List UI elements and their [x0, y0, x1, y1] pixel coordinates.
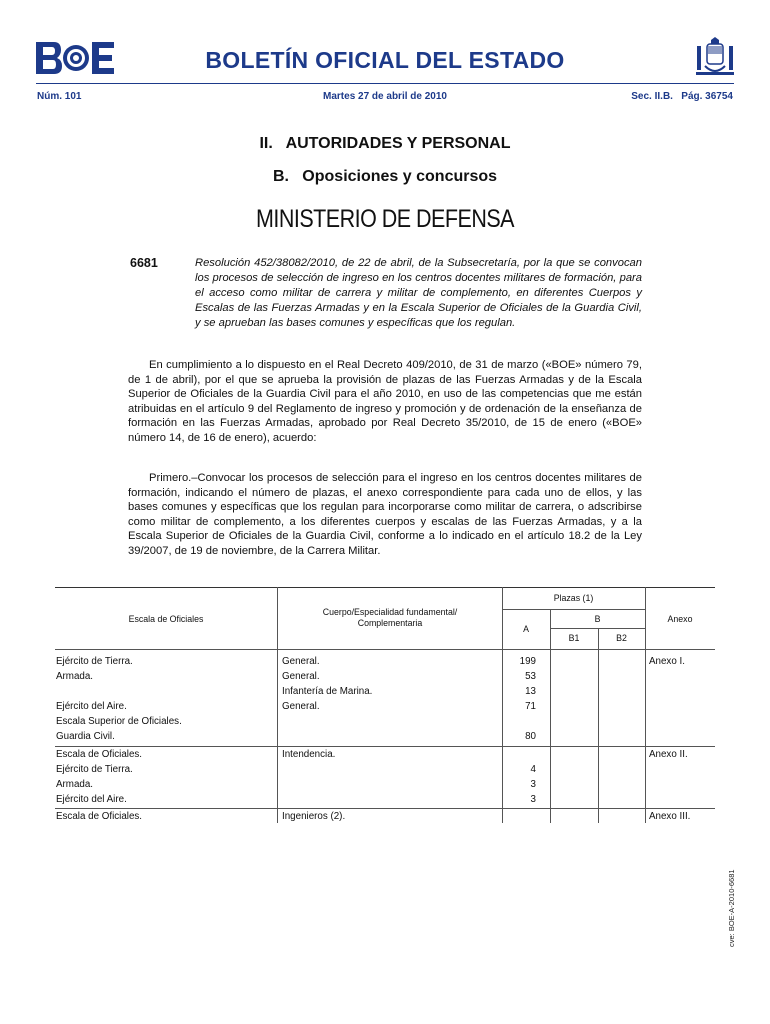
- table-cell-cuerpo: Ingenieros (2).: [282, 811, 346, 822]
- table-cell-escala: Escala de Oficiales.: [56, 749, 143, 760]
- table-cell-escala: Armada.: [56, 671, 94, 682]
- table-col-divider: [598, 628, 599, 823]
- table-group-rule: [55, 746, 715, 747]
- issue-date: Martes 27 de abril de 2010: [323, 91, 447, 102]
- table-header-rule: [502, 609, 645, 610]
- col-header-b2: B2: [616, 633, 627, 643]
- table-cell-cuerpo: General.: [282, 656, 320, 667]
- table-cell-plazas-a: 13: [525, 686, 536, 697]
- table-cell-plazas-a: 71: [525, 701, 536, 712]
- table-cell-escala: Ejército del Aire.: [56, 701, 127, 712]
- col-header-anexo: Anexo: [667, 614, 693, 624]
- header-rule: [36, 83, 734, 84]
- table-group-rule: [55, 808, 715, 809]
- section-page: Sec. II.B. Pág. 36754: [631, 91, 733, 102]
- table-cell-escala: Ejército de Tierra.: [56, 764, 133, 775]
- table-cell-escala: Escala Superior de Oficiales.: [56, 716, 182, 727]
- table-cell-escala: Ejército del Aire.: [56, 794, 127, 805]
- col-header-plazas: Plazas (1): [553, 593, 594, 603]
- col-header-escala: Escala de Oficiales: [128, 614, 204, 624]
- table-cell-cuerpo: General.: [282, 671, 320, 682]
- table-cell-plazas-a: 3: [530, 794, 536, 805]
- section-subheading: B. Oposiciones y concursos: [272, 168, 498, 185]
- issue-number: Núm. 101: [37, 91, 82, 102]
- cve-identifier: cve: BOE-A-2010-6681: [727, 869, 736, 947]
- table-cell-cuerpo: Infantería de Marina.: [282, 686, 373, 697]
- table-cell-escala: Escala de Oficiales.: [56, 811, 143, 822]
- coat-of-arms-icon: [693, 36, 737, 80]
- table-cell-escala: Guardia Civil.: [56, 731, 115, 742]
- table-cell-plazas-a: 53: [525, 671, 536, 682]
- body-paragraph: En cumplimiento a lo dispuesto en el Real Decreto 409/2010, de 31 de marzo («BOE» número 79, de 1 de abril), por el que se aprueba la provisión de plazas de las Fuerzas Armadas y de la Escala Superior de Oficiales de la Guardia Civil para el año 2010, en uso de las competencias que me están atribuidas en el artículo 9 del Reglamento de ingreso y promoción y de ordenación de la enseñanza de formación en las Fuerzas Armadas, aprobado por Real Decreto 35/2010, de 15 de enero («BOE» número 14, de 16 de enero), acuerdo:: [128, 359, 642, 444]
- table-cell-anexo: Anexo II.: [649, 749, 688, 760]
- resolution-summary: Resolución 452/38082/2010, de 22 de abril, de la Subsecretaría, por la que se convocan los procesos de selección de ingreso en los centros docentes militares de formación, para el acceso como militar de carrera y militar de complemento, en diferentes Cuerpos y Escalas de las Fuerzas Armadas y en la Escala Superior de Oficiales de la Guardia Civil, y se aprueban las bases comunes y específicas que los regulan.: [195, 257, 642, 330]
- table-cell-escala: Armada.: [56, 779, 94, 790]
- table-cell-escala: Ejército de Tierra.: [56, 656, 133, 667]
- header-title: BOLETÍN OFICIAL DEL ESTADO: [205, 47, 565, 73]
- table-cell-plazas-a: 3: [530, 779, 536, 790]
- section-heading: II. AUTORIDADES Y PERSONAL: [259, 135, 511, 152]
- table-cell-plazas-a: 199: [519, 656, 536, 667]
- col-header-b1: B1: [568, 633, 580, 643]
- table-cell-anexo: Anexo III.: [649, 811, 691, 822]
- col-header-b: B: [594, 614, 601, 624]
- body-paragraph: Primero.–Convocar los procesos de selección para el ingreso en los centros docentes militares de formación, indicando el número de plazas, el anexo correspondiente para cada uno de ellos, y las bases comunes y específicas que los regulan para incorporarse como militar de carrera, o adscribirse como militar de complemento, a los diferentes cuerpos y escalas de las Fuerzas Armadas, y a la Escala Superior de Oficiales de la Guardia Civil, conforme a lo indicado en el artículo 18.2 de la Ley 39/2007, de 19 de noviembre, de la Carrera Militar.: [128, 472, 642, 557]
- table-cell-cuerpo: Intendencia.: [282, 749, 336, 760]
- table-cell-plazas-a: 4: [530, 764, 536, 775]
- table-cell-plazas-a: 80: [525, 731, 536, 742]
- col-header-a: A: [523, 624, 529, 634]
- table-header-bottom-rule: [55, 649, 715, 650]
- col-header-cuerpo: Cuerpo/Especialidad fundamental/ Complementaria: [322, 607, 458, 628]
- table-top-rule: [55, 587, 715, 588]
- resolution-number: 6681: [130, 256, 158, 270]
- ministry-title: MINISTERIO DE DEFENSA: [256, 205, 514, 233]
- table-cell-cuerpo: General.: [282, 701, 320, 712]
- table-cell-anexo: Anexo I.: [649, 656, 685, 667]
- table-col-divider: [277, 587, 278, 823]
- table-header-rule: [550, 628, 645, 629]
